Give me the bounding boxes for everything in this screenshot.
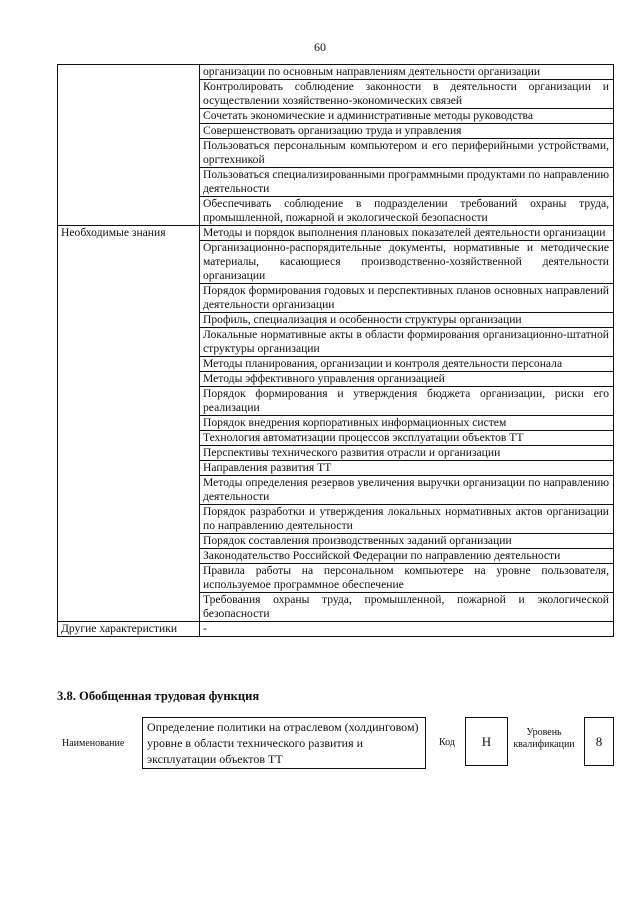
page-number: 60 bbox=[314, 40, 326, 54]
section-title: 3.8. Обобщенная трудовая функция bbox=[57, 689, 260, 703]
row-item-cell: Сочетать экономические и административные методы руководства bbox=[200, 109, 614, 124]
table-row-other bbox=[58, 622, 614, 637]
row-item-cell: Порядок составления производственных заданий организации bbox=[200, 534, 614, 549]
row-item-cell: Порядок формирования и утверждения бюджета организации, риски его реализации bbox=[200, 387, 614, 416]
row-label-cell bbox=[58, 65, 200, 226]
row-item-cell: Порядок формирования годовых и перспективных планов основных направлений деятельности организации bbox=[200, 284, 614, 313]
function-name-box: Определение политики на отраслевом (холдинговом) уровне в области технического развития и эксплуатации объектов ТТ bbox=[142, 717, 426, 769]
row-item-cell: Порядок внедрения корпоративных информационных систем bbox=[200, 416, 614, 431]
row-item-cell: - bbox=[200, 622, 614, 637]
row-item-cell: Пользоваться персональным компьютером и его периферийными устройствами, оргтехникой bbox=[200, 139, 614, 168]
row-item-cell: Методы и порядок выполнения плановых показателей деятельности организации bbox=[200, 226, 614, 241]
row-item-cell: Методы планирования, организации и контроля деятельности персонала bbox=[200, 357, 614, 372]
row-item-cell: Технология автоматизации процессов эксплуатации объектов ТТ bbox=[200, 431, 614, 446]
row-label-cell: Другие характеристики bbox=[58, 622, 200, 637]
row-item-cell: Законодательство Российской Федерации по направлению деятельности bbox=[200, 549, 614, 564]
row-item-cell: Требования охраны труда, промышленной, пожарной и экологической безопасности bbox=[200, 593, 614, 622]
row-item-cell: Перспективы технического развития отрасли и организации bbox=[200, 446, 614, 461]
row-item-cell: Методы эффективного управления организацией bbox=[200, 372, 614, 387]
row-item-cell: организации по основным направлениям деятельности организации bbox=[200, 65, 614, 80]
row-item-cell: Пользоваться специализированными программными продуктами по направлению деятельности bbox=[200, 168, 614, 197]
row-item-cell: Контролировать соблюдение законности в деятельности организации и осуществлении хозяйственно-экономических связей bbox=[200, 80, 614, 109]
function-code-box: H bbox=[465, 717, 508, 766]
row-item-cell: Правила работы на персональном компьютере на уровне пользователя, используемое программное обеспечение bbox=[200, 564, 614, 593]
table-row bbox=[58, 226, 614, 241]
code-label: Код bbox=[439, 737, 455, 748]
row-item-cell: Обеспечивать соблюдение в подразделении требований охраны труда, промышленной, пожарной и экологической безопасности bbox=[200, 197, 614, 226]
row-label-cell: Необходимые знания bbox=[58, 226, 200, 622]
row-item-cell: Локальные нормативные акты в области формирования организационно-штатной структуры организации bbox=[200, 328, 614, 357]
qualification-level-box: 8 bbox=[584, 717, 614, 766]
row-item-cell: Профиль, специализация и особенности структуры организации bbox=[200, 313, 614, 328]
row-item-cell: Совершенствовать организацию труда и управления bbox=[200, 124, 614, 139]
skills-knowledge-table bbox=[57, 64, 614, 637]
name-label: Наименование bbox=[62, 738, 125, 749]
row-item-cell: Методы определения резервов увеличения выручки организации по направлению деятельности bbox=[200, 476, 614, 505]
qualification-level-label: Уровень квалификации bbox=[513, 727, 575, 750]
row-item-cell: Порядок разработки и утверждения локальных нормативных актов организации по направлению деятельности bbox=[200, 505, 614, 534]
table-row bbox=[58, 65, 614, 80]
row-item-cell: Организационно-распорядительные документы, нормативные и методические материалы, касающиеся производственно-хозяйственной деятельности организации bbox=[200, 241, 614, 284]
row-item-cell: Направления развития ТТ bbox=[200, 461, 614, 476]
